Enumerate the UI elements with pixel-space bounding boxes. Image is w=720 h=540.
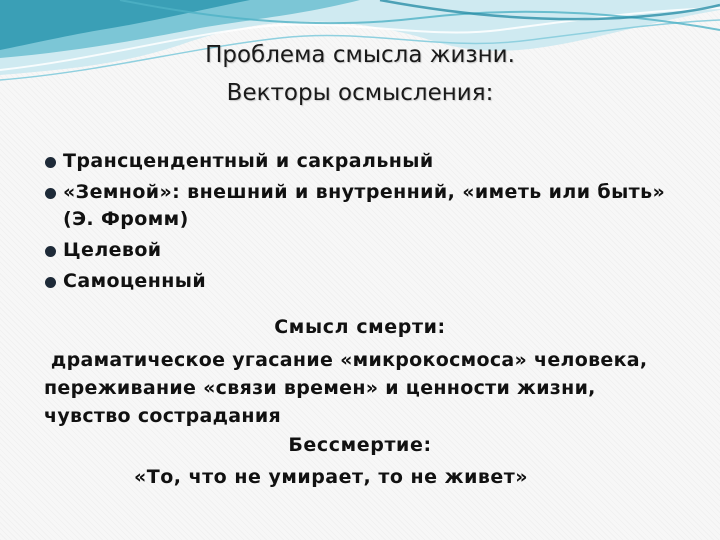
list-item bbox=[44, 179, 684, 233]
bullet-text: «Земной»: внешний и внутренний, «иметь или быть» (Э. Фромм) bbox=[63, 181, 666, 230]
death-heading: Смысл смерти: bbox=[274, 316, 446, 338]
bullet-text: Трансцендентный и сакральный bbox=[63, 150, 434, 172]
bullet-icon bbox=[45, 188, 56, 199]
immortality-quote: «То, что не умирает, то не живет» bbox=[134, 466, 529, 488]
bullet-list bbox=[44, 148, 684, 299]
list-item bbox=[44, 237, 684, 264]
slide-title bbox=[0, 36, 720, 112]
bullet-text: Целевой bbox=[63, 239, 162, 261]
list-item bbox=[44, 148, 684, 175]
immortality-heading: Бессмертие: bbox=[288, 434, 432, 456]
list-item bbox=[44, 268, 684, 295]
title-line-2: Векторы осмысления: bbox=[226, 80, 494, 106]
death-text: драматическое угасание «микрокосмоса» человека, переживание «связи времен» и ценности жизни, чувство сострадания bbox=[44, 349, 655, 427]
bullet-icon bbox=[45, 277, 56, 288]
title-line-1: Проблема смысла жизни. bbox=[205, 42, 515, 68]
bullet-icon bbox=[45, 157, 56, 168]
bullet-icon bbox=[45, 246, 56, 257]
bullet-text: Самоценный bbox=[63, 270, 207, 292]
